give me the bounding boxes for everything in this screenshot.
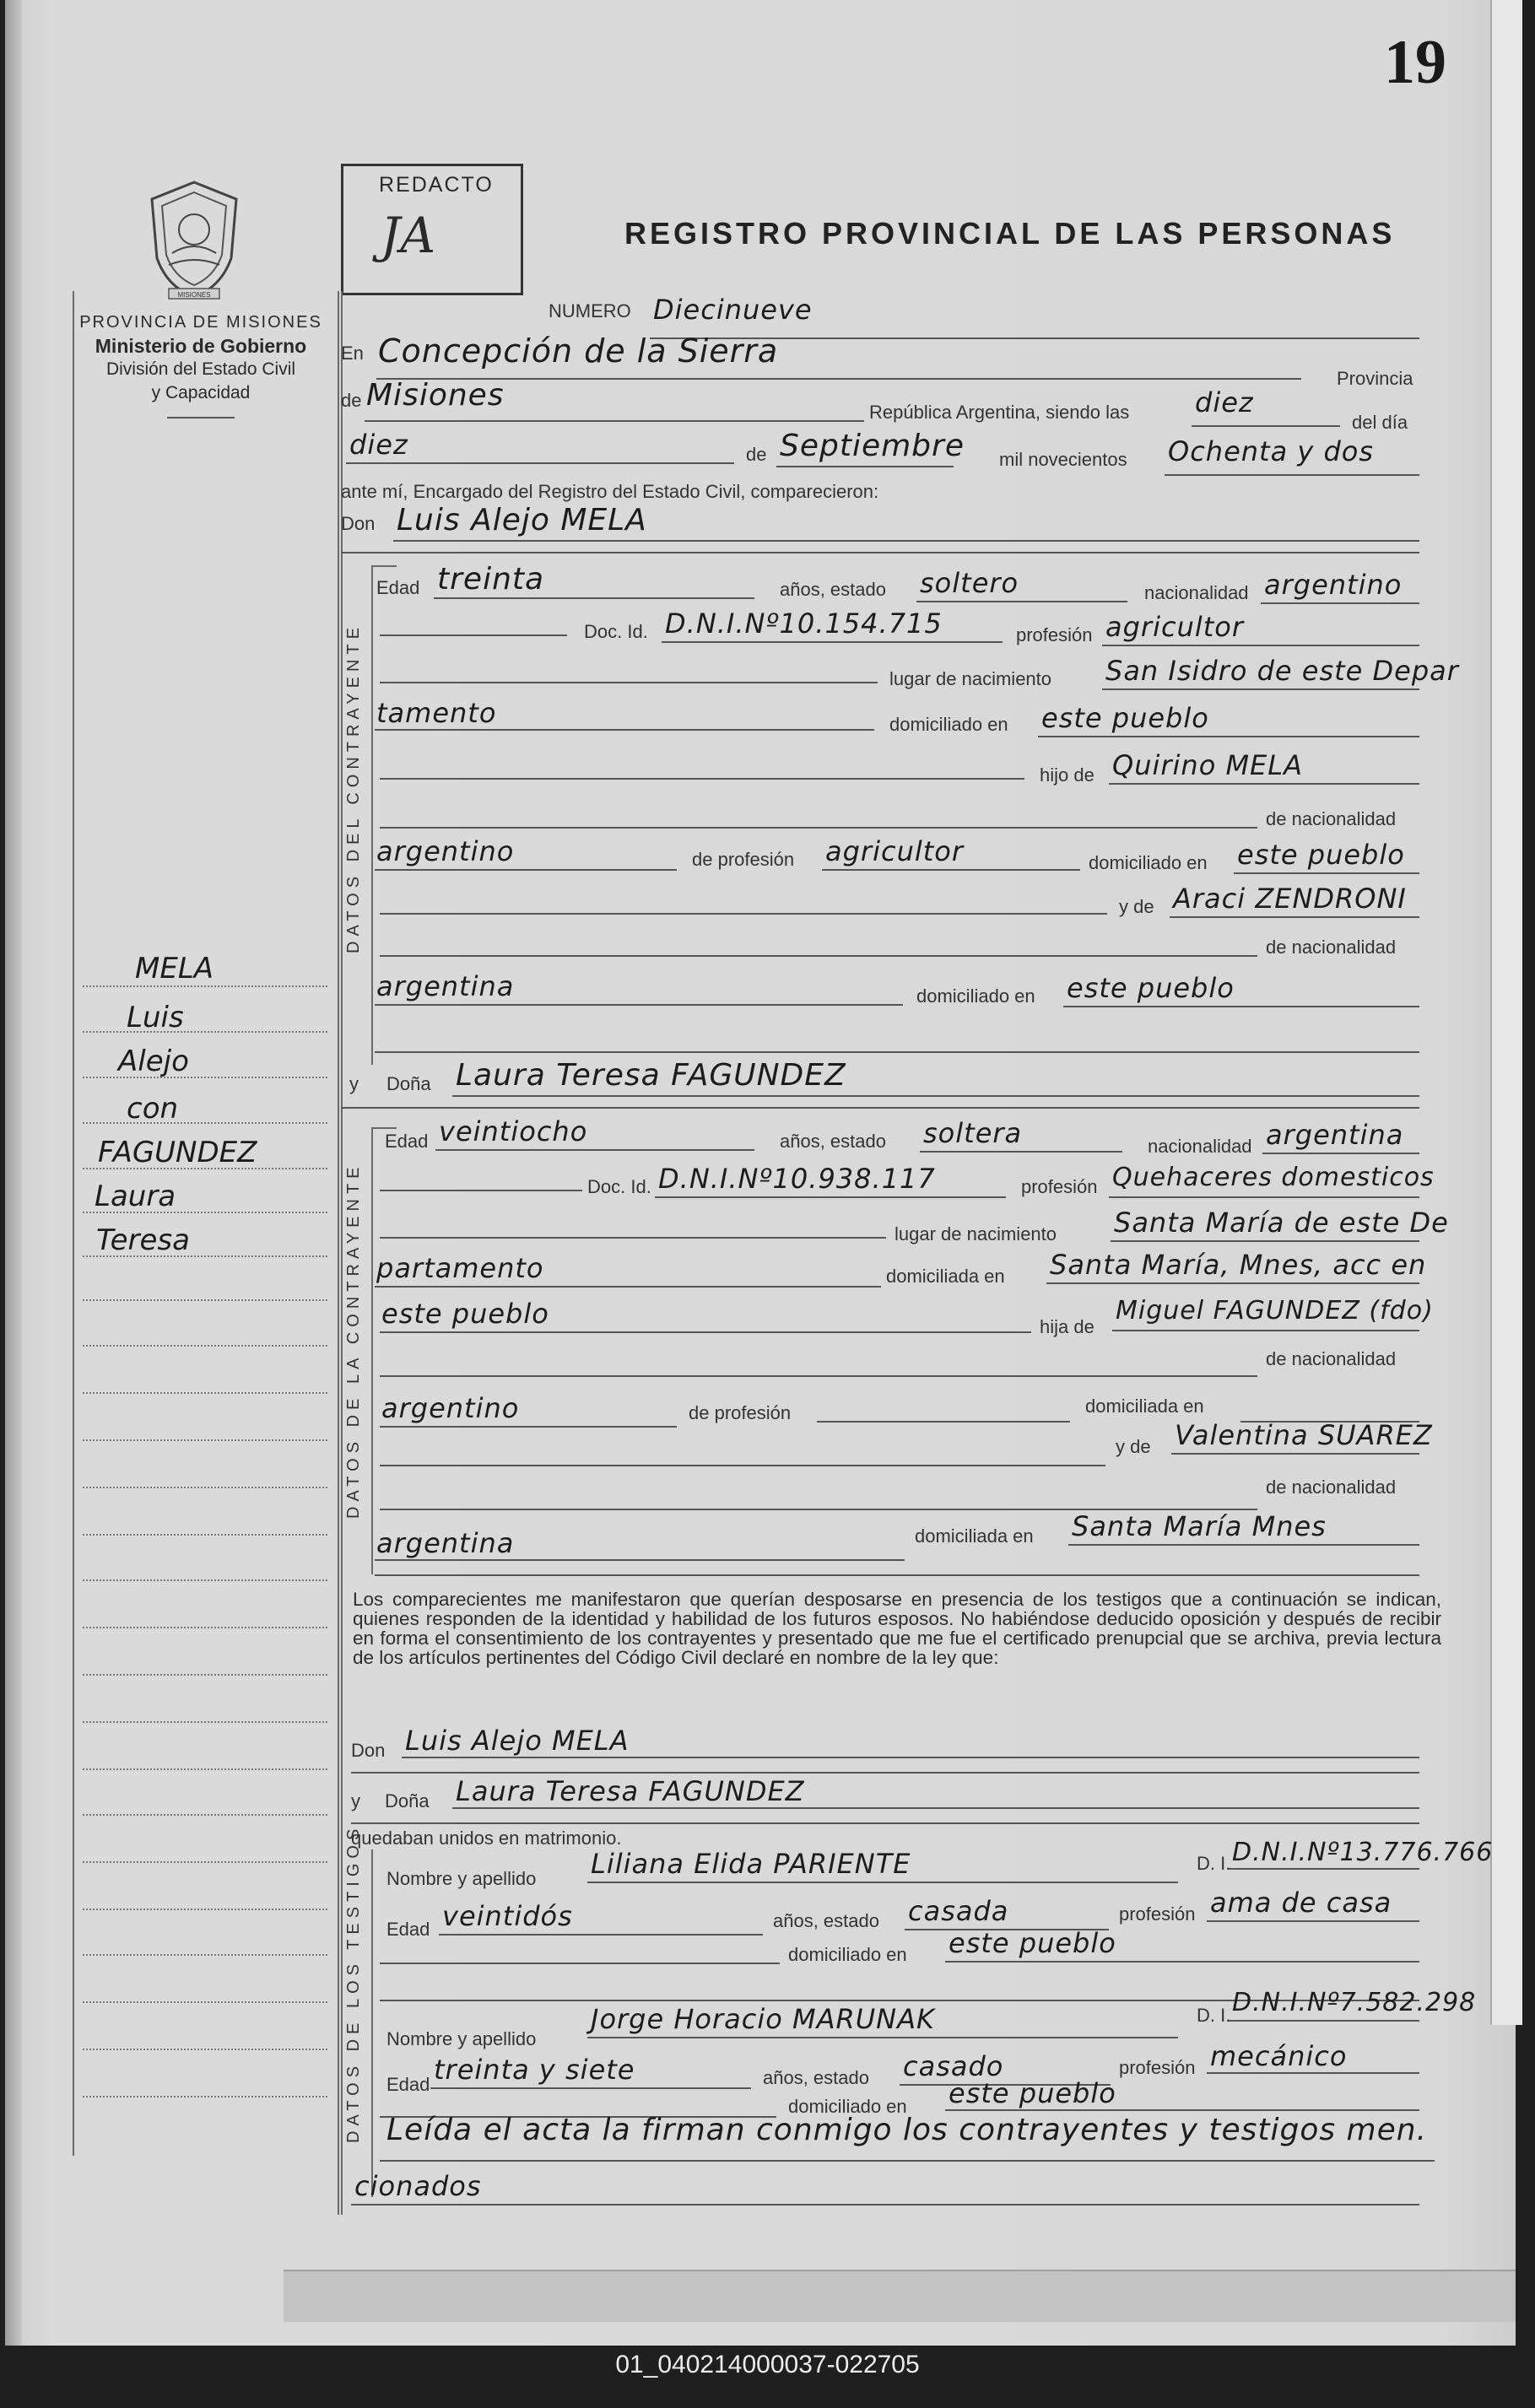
margin-rule: [83, 2001, 327, 2003]
groom-nac-label: nacionalidad: [1144, 582, 1249, 603]
bride-padre: Miguel FAGUNDEZ (fdo): [1116, 1296, 1434, 1325]
bride-madre-label: y de: [1116, 1436, 1151, 1457]
groom-padre-dom-line: [1234, 872, 1419, 874]
decl-don-line-2: [351, 1772, 1419, 1774]
ministry-header: [74, 310, 327, 418]
bride-padre-dom-label: domiciliada en: [1085, 1396, 1204, 1417]
bride-madre-line: [1171, 1453, 1419, 1455]
anio-line: [1165, 474, 1419, 476]
bride-lugar-1: Santa María de este De: [1114, 1207, 1449, 1239]
bride-madre-dom-label: domiciliada en: [915, 1525, 1034, 1547]
bride-padre-prof-label: de profesión: [689, 1402, 792, 1423]
decl-dona-line: [452, 1807, 1419, 1809]
groom-madre-nac: argentina: [376, 970, 515, 1002]
bride-prof: Quehaceres domesticos: [1112, 1163, 1435, 1192]
bride-edad-line: [435, 1149, 754, 1151]
w1-dom: este pueblo: [949, 1927, 1116, 1959]
bride-padre-nac: argentino: [381, 1392, 520, 1424]
y-label: y: [349, 1073, 359, 1094]
bride-nac: argentina: [1266, 1119, 1404, 1151]
groom-section-bracket: [371, 565, 373, 1065]
groom-madre-label: y de: [1119, 896, 1154, 917]
provincia-line: [365, 420, 864, 422]
w2-dom: este pueblo: [949, 2077, 1116, 2109]
w1-di-line: [1229, 1868, 1419, 1870]
bride-padre-nac-label: de nacionalidad: [1266, 1348, 1397, 1369]
w2-prof-label: profesión: [1119, 2057, 1196, 2078]
groom-estado: soltero: [920, 567, 1019, 599]
w1-prof: ama de casa: [1210, 1887, 1392, 1919]
decl-y-label: y: [351, 1790, 360, 1811]
margin-rule: [83, 1674, 327, 1676]
bride-dom-2-line: [380, 1331, 1031, 1333]
groom-edad: treinta: [437, 562, 545, 597]
mes-line: [776, 466, 954, 467]
margin-left-border: [73, 291, 74, 2156]
ante-label: ante mí, Encargado del Registro del Estado Civil, comparecieron:: [341, 481, 879, 502]
bride-madre-nac-line: [375, 1559, 905, 1561]
groom-nac: argentino: [1264, 569, 1403, 601]
bride-doc-label: Doc. Id.: [587, 1176, 651, 1197]
form-left-border: [338, 291, 339, 2215]
de2-label: de: [746, 444, 767, 465]
w2-di-line: [1229, 2020, 1419, 2022]
bride-lugar-label: lugar de nacimiento: [895, 1223, 1057, 1244]
bride-doc-line: [655, 1196, 1006, 1198]
numero-value: Diecinueve: [653, 294, 813, 326]
lugar-value: Concepción de la Sierra: [378, 332, 779, 370]
hora-line: [1192, 425, 1340, 427]
w2-prof-line: [1207, 2072, 1419, 2074]
decl-dona: Laura Teresa FAGUNDEZ: [456, 1775, 805, 1807]
header-rule: [167, 417, 235, 418]
groom-padre-nac-line: [375, 869, 677, 871]
decl-don-label: Don: [351, 1740, 386, 1761]
bracket-top: [371, 565, 397, 567]
witness-section-label: DATOS DE LOS TESTIGOS: [344, 1823, 363, 2143]
groom-prof-label: profesión: [1016, 624, 1093, 645]
document-title: REGISTRO PROVINCIAL DE LAS PERSONAS: [624, 216, 1396, 251]
margin-rule: [83, 1861, 327, 1863]
groom-madre-dom-line: [1063, 1006, 1419, 1007]
margin-rule: [83, 1954, 327, 1956]
witness-section-bracket: [371, 1849, 373, 2197]
hora-value: diez: [1195, 386, 1254, 418]
provincia-label: Provincia: [1337, 368, 1413, 389]
margin-rule: [83, 1814, 327, 1816]
division-label: División del Estado Civil: [105, 359, 296, 379]
groom-doc: D.N.I.Nº10.154.715: [665, 607, 943, 640]
margin-name-2: Alejo: [118, 1045, 189, 1078]
w2-edad: treinta y siete: [434, 2054, 635, 2086]
groom-lugar-prefix-line: [380, 682, 878, 683]
groom-dom-label: domiciliado en: [889, 714, 1008, 735]
groom-dom-line: [1038, 736, 1419, 737]
w1-estado: casada: [908, 1895, 1009, 1927]
w1-prof-line: [1207, 1920, 1419, 1922]
groom-lugar-2-line: [375, 729, 874, 731]
margin-rule: [83, 1122, 327, 1124]
margin-rule: [83, 1721, 327, 1723]
coat-of-arms-seal: [143, 177, 245, 304]
closing-line-1-rule: [380, 2160, 1435, 2162]
division-label-2: y Capacidad: [151, 383, 251, 402]
bride-nac-line: [1262, 1153, 1419, 1154]
bride-madre: Valentina SUAREZ: [1175, 1419, 1433, 1451]
bride-lugar-2: partamento: [376, 1252, 544, 1284]
redacto-label: REDACTO: [379, 173, 494, 197]
groom-name: Luis Alejo MELA: [397, 503, 647, 537]
quedaban-label: quedaban unidos en matrimonio.: [351, 1828, 622, 1849]
groom-madre-nac-prefix-line: [380, 955, 1257, 957]
groom-estado-line: [916, 601, 1127, 602]
bride-doc-prefix-line: [380, 1190, 582, 1191]
w1-dom-label: domiciliado en: [788, 1944, 907, 1965]
groom-madre-line: [1170, 916, 1419, 918]
w1-edad-label: Edad: [386, 1919, 430, 1940]
margin-rule: [83, 985, 327, 987]
groom-padre-dom: este pueblo: [1237, 839, 1405, 871]
groom-padre-nac-prefix-line: [380, 827, 1257, 829]
bride-hija-label: hija de: [1040, 1316, 1094, 1337]
bride-madre-prefix-line: [380, 1465, 1105, 1466]
image-id-footer: 01_040214000037-022705: [615, 2351, 920, 2378]
margin-rule: [83, 1627, 327, 1628]
groom-padre-nac: argentino: [376, 835, 515, 867]
del-dia-label: del día: [1352, 412, 1408, 433]
bride-name-line-2: [341, 1107, 1419, 1109]
margin-rule: [83, 1487, 327, 1488]
margin-rule: [83, 1212, 327, 1213]
groom-lugar-label: lugar de nacimiento: [889, 668, 1052, 689]
bride-madre-dom: Santa María Mnes: [1072, 1510, 1327, 1542]
groom-section-label: DATOS DEL CONTRAYENTE: [344, 623, 363, 953]
bride-padre-nac-prefix-line: [380, 1375, 1257, 1377]
w2-di-label: D. I.: [1197, 2005, 1231, 2026]
dia-line: [346, 462, 734, 464]
groom-doc-line: [662, 641, 1003, 643]
margin-surname-bride: FAGUNDEZ: [98, 1136, 257, 1169]
bride-edad-label: Edad: [385, 1131, 429, 1152]
w2-edad-label: Edad: [386, 2074, 430, 2095]
margin-rule: [83, 1579, 327, 1581]
mes-value: Septiembre: [780, 429, 965, 463]
closing-line-2-rule: [351, 2204, 1419, 2206]
groom-padre-dom-label: domiciliado en: [1089, 852, 1208, 873]
w1-di-label: D. I.: [1197, 1853, 1231, 1874]
w2-nombre: Jorge Horacio MARUNAK: [591, 2003, 935, 2035]
margin-rule: [83, 1168, 327, 1169]
groom-hijo-label: hijo de: [1040, 764, 1094, 786]
groom-nac-line: [1261, 602, 1419, 604]
lugar-line: [376, 378, 1301, 380]
bride-prof-label: profesión: [1021, 1176, 1098, 1197]
margin-rule: [83, 1077, 327, 1078]
w1-prof-label: profesión: [1119, 1903, 1196, 1925]
w1-nombre-label: Nombre y apellido: [386, 1868, 537, 1889]
bride-madre-dom-line: [1068, 1544, 1419, 1546]
bride-lugar-prefix-line: [380, 1237, 886, 1239]
margin-rule: [83, 1439, 327, 1441]
redacto-initials: JA: [381, 207, 436, 264]
w2-prof: mecánico: [1210, 2040, 1348, 2072]
page-number: 19: [1384, 28, 1446, 97]
groom-madre-prefix-line: [380, 913, 1107, 915]
bride-edad: veintiocho: [439, 1115, 588, 1147]
groom-name-line: [393, 540, 1419, 542]
bride-name-line: [452, 1095, 1419, 1097]
groom-padre-line: [1109, 783, 1419, 785]
groom-doc-label: Doc. Id.: [584, 621, 648, 642]
groom-doc-prefix-line: [380, 634, 567, 636]
groom-padre: Quirino MELA: [1112, 749, 1303, 781]
w2-edad-line: [430, 2087, 751, 2089]
w1-nombre-line: [587, 1882, 1178, 1883]
dia-value: diez: [349, 429, 408, 461]
bride-nac-label: nacionalidad: [1148, 1136, 1252, 1157]
margin-rule: [83, 1909, 327, 1910]
en-label: En: [341, 343, 364, 364]
w1-edad-line: [439, 1934, 763, 1936]
redacto-box: [341, 164, 523, 295]
numero-label: NUMERO: [549, 300, 631, 321]
margin-rule: [83, 1255, 327, 1257]
margin-rule: [83, 1768, 327, 1770]
groom-lugar-2: tamento: [376, 697, 497, 729]
groom-prof-line: [1102, 645, 1419, 646]
groom-edad-label: Edad: [376, 577, 420, 598]
bracket-top-2: [371, 1127, 397, 1129]
groom-edad-line: [434, 597, 754, 599]
bride-estado: soltera: [923, 1117, 1023, 1149]
binding-shadow: [5, 0, 22, 2346]
page-bottom-edge: [284, 2270, 1516, 2322]
decl-dona-line-2: [351, 1822, 1419, 1824]
bride-end-line: [375, 1574, 1419, 1576]
bride-dom-2: este pueblo: [381, 1298, 549, 1330]
seal-text: MISIONES: [177, 291, 211, 299]
w2-nombre-label: Nombre y apellido: [386, 2028, 537, 2049]
groom-lugar-line: [1102, 688, 1419, 690]
groom-estado-label: años, estado: [780, 579, 886, 600]
w1-dom-prefix-line: [380, 1963, 780, 1964]
margin-con: con: [127, 1092, 179, 1126]
province-label: PROVINCIA DE MISIONES: [79, 313, 322, 332]
groom-madre-dom: este pueblo: [1067, 972, 1235, 1004]
decl-don-line: [402, 1757, 1419, 1758]
groom-end-line: [375, 1051, 1419, 1053]
bride-estado-label: años, estado: [780, 1131, 886, 1152]
anio-value: Ochenta y dos: [1168, 435, 1375, 467]
w2-dom-label: domiciliado en: [788, 2096, 907, 2117]
w1-dom-line: [945, 1961, 1419, 1963]
margin-rule: [83, 2049, 327, 2050]
margin-surname-groom: MELA: [135, 952, 214, 985]
groom-madre-dom-label: domiciliado en: [916, 985, 1035, 1007]
margin-rule: [83, 1345, 327, 1347]
w2-estado: casado: [903, 2050, 1004, 2082]
bride-padre-nac-line: [380, 1426, 677, 1428]
groom-padre-prof: agricultor: [825, 835, 965, 867]
bride-padre-line: [1112, 1330, 1419, 1331]
margin-name-4: Teresa: [96, 1223, 190, 1257]
bride-lugar-line: [1111, 1240, 1419, 1242]
republica-label: República Argentina, siendo las: [869, 402, 1130, 423]
bride-madre-nac-label: de nacionalidad: [1266, 1477, 1397, 1498]
groom-lugar-1: San Isidro de este Depar: [1105, 655, 1459, 687]
bride-doc: D.N.I.Nº10.938.117: [658, 1163, 936, 1195]
bride-lugar-2-line: [375, 1286, 881, 1288]
groom-hijo-prefix-line: [380, 778, 1024, 780]
groom-padre-prof-line: [822, 869, 1080, 871]
groom-padre-nac-label: de nacionalidad: [1266, 808, 1397, 829]
bride-madre-nac: argentina: [376, 1527, 515, 1559]
don-label: Don: [341, 513, 376, 534]
w1-di: D.N.I.Nº13.776.766: [1232, 1838, 1494, 1867]
groom-dom: este pueblo: [1041, 702, 1209, 734]
form-left-border-inner: [341, 291, 343, 2215]
margin-rule: [83, 2096, 327, 2098]
bride-estado-line: [920, 1151, 1122, 1153]
margin-rule: [83, 1031, 327, 1033]
decl-dona-label: Doña: [385, 1790, 430, 1811]
closing-line-1: Leída el acta la firman conmigo los contrayentes y testigos men.: [386, 2113, 1428, 2147]
dona-label: Doña: [386, 1073, 431, 1094]
margin-rule: [83, 1534, 327, 1536]
margin-name-1: Luis: [127, 1001, 184, 1034]
w1-nombre: Liliana Elida PARIENTE: [591, 1848, 911, 1880]
w1-edad: veintidós: [442, 1900, 573, 1932]
groom-padre-prof-label: de profesión: [692, 849, 795, 870]
bride-dom-label: domiciliada en: [886, 1266, 1005, 1287]
provincia-value: Misiones: [366, 378, 505, 413]
legal-paragraph: Los comparecientes me manifestaron que querían desposarse en presencia de los testigos que a continuación se indican, quienes responden de la identidad y habilidad de los futuros esposos. No habiéndose deducido oposición y después de recibir en forma el consentimiento de los contrayentes y presentado que me fue el certificado prenupcial que se archiva, previa lectura de los artículos pertinentes del Código Civil declaré en nombre de la ley que:: [353, 1589, 1441, 1668]
decl-don: Luis Alejo MELA: [405, 1725, 630, 1757]
closing-line-2: cionados: [354, 2170, 482, 2202]
mil-label: mil novecientos: [999, 449, 1127, 470]
groom-prof: agricultor: [1105, 611, 1245, 643]
margin-name-3: Laura: [95, 1180, 176, 1213]
groom-madre-nac-line: [375, 1004, 903, 1006]
bride-prof-line: [1109, 1196, 1419, 1198]
groom-madre: Araci ZENDRONI: [1173, 883, 1407, 915]
w2-nombre-line: [587, 2037, 1178, 2038]
bride-section-bracket: [371, 1127, 373, 1574]
bride-dom-1: Santa María, Mnes, acc en: [1050, 1249, 1427, 1281]
w2-dom-line: [945, 2109, 1419, 2111]
margin-rule: [83, 1299, 327, 1301]
bride-padre-prof-line: [817, 1421, 1070, 1423]
bride-dom-line: [1046, 1282, 1419, 1284]
bride-section-label: DATOS DE LA CONTRAYENTE: [344, 1162, 363, 1519]
bride-name: Laura Teresa FAGUNDEZ: [456, 1058, 846, 1093]
groom-name-line-2: [341, 552, 1419, 553]
w2-estado-label: años, estado: [763, 2067, 869, 2088]
page-edge: [1490, 0, 1522, 2025]
groom-madre-nac-label: de nacionalidad: [1266, 937, 1397, 958]
ministry-label: Ministerio de Gobierno: [95, 335, 307, 357]
margin-rule: [83, 1392, 327, 1394]
w1-estado-label: años, estado: [773, 1910, 879, 1931]
de-label: de: [341, 390, 362, 411]
w2-di: D.N.I.Nº7.582.298: [1232, 1988, 1477, 2017]
